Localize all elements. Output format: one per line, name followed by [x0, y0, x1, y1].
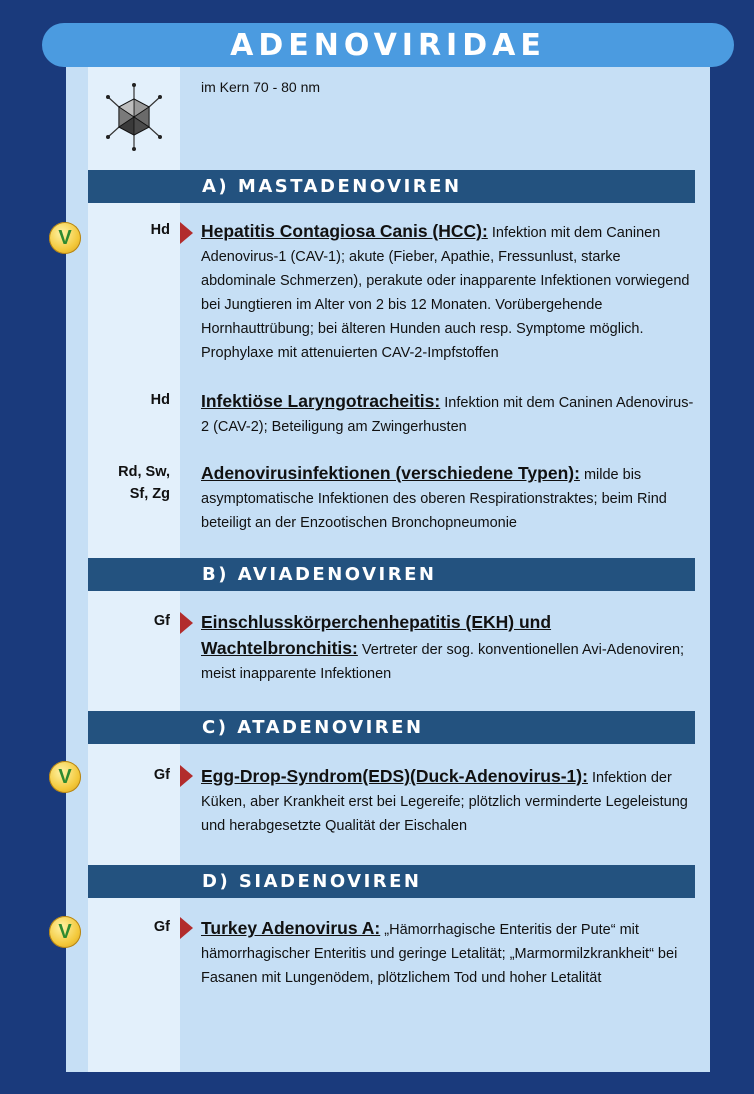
red-arrow-icon: [180, 222, 193, 244]
entry-text: [201, 461, 696, 535]
section-header-atadenoviren: C) ATADENOVIREN: [88, 711, 695, 744]
disease-description: milde bis asymptomatische Infektionen des oberen Respirationstraktes; beim Rind beteiligt an der Enzootischen Bronchopneumonie: [201, 467, 667, 531]
entry-text: [201, 219, 696, 365]
disease-name: Adenovirusinfektionen (verschiedene Typen):: [201, 463, 580, 483]
host-label: Rd, Sw, Sf, Zg: [118, 464, 170, 502]
red-arrow-icon: [180, 612, 193, 634]
disease-description: Infektion der Küken, aber Krankheit erst bei Legereife; plötzlich verminderte Legeleistung und herabgesetzte Qualität der Eischalen: [201, 770, 688, 834]
disease-description: Vertreter der sog. konventionellen Avi-Adenoviren; meist inapparente Infektionen: [201, 642, 685, 682]
entry-text: [201, 764, 696, 838]
page-title: ADENOVIRIDAE: [42, 23, 734, 67]
disease-name: Hepatitis Contagiosa Canis (HCC):: [201, 221, 488, 241]
section-header-aviadenoviren: B) AVIADENOVIREN: [88, 558, 695, 591]
adenovirus-icon: [104, 81, 164, 153]
host-label: Hd: [150, 222, 170, 238]
entry-text: [201, 916, 696, 990]
red-arrow-icon: [180, 765, 193, 787]
red-arrow-icon: [180, 917, 193, 939]
v-badge-icon: V: [49, 761, 81, 793]
section-header-siadenoviren: D) SIADENOVIREN: [88, 865, 695, 898]
intro-text: im Kern 70 - 80 nm: [201, 79, 321, 95]
disease-description: Infektion mit dem Caninen Adenovirus-2 (CAV-2); Beteiligung am Zwingerhusten: [201, 395, 694, 435]
host-label: Gf: [153, 613, 170, 629]
disease-name: Einschlusskörperchenhepatitis (EKH) und Wachtelbronchitis:: [201, 612, 552, 658]
disease-description: Infektion mit dem Caninen Adenovirus-1 (CAV-1); akute (Fieber, Apathie, Fressunlust, starke abdominale Schmerzen), perakute oder inapparente Infektionen vorwiegend bei Jungtieren im Alter von 2 bis 12 Monaten. Vorübergehende Hornhauttrübung; bei älteren Hunden auch resp. Symptome möglich. Prophylaxe mit attenuierten CAV-2-Impfstoffen: [201, 225, 690, 361]
v-badge-icon: V: [49, 916, 81, 948]
entry-text: [201, 389, 696, 439]
entry-text: [201, 610, 696, 686]
disease-name: Infektiöse Laryngotracheitis:: [201, 391, 441, 411]
disease-name: Egg-Drop-Syndrom(EDS)(Duck-Adenovirus-1):: [201, 766, 588, 786]
v-badge-icon: V: [49, 222, 81, 254]
host-label: Hd: [150, 392, 170, 408]
section-header-mastadenoviren: A) MASTADENOVIREN: [88, 170, 695, 203]
disease-name: Turkey Adenovirus A:: [201, 918, 381, 938]
disease-description: „Hämorrhagische Enteritis der Pute“ mit hämorrhagischer Enteritis und geringe Letalität; „Marmormilzkrankheit“ bei Fasanen mit Lungenödem, plötzlichem Tod und hoher Letalität: [201, 922, 678, 986]
host-label: Gf: [153, 767, 170, 783]
host-label: Gf: [153, 919, 170, 935]
content-panel: [58, 67, 710, 1072]
